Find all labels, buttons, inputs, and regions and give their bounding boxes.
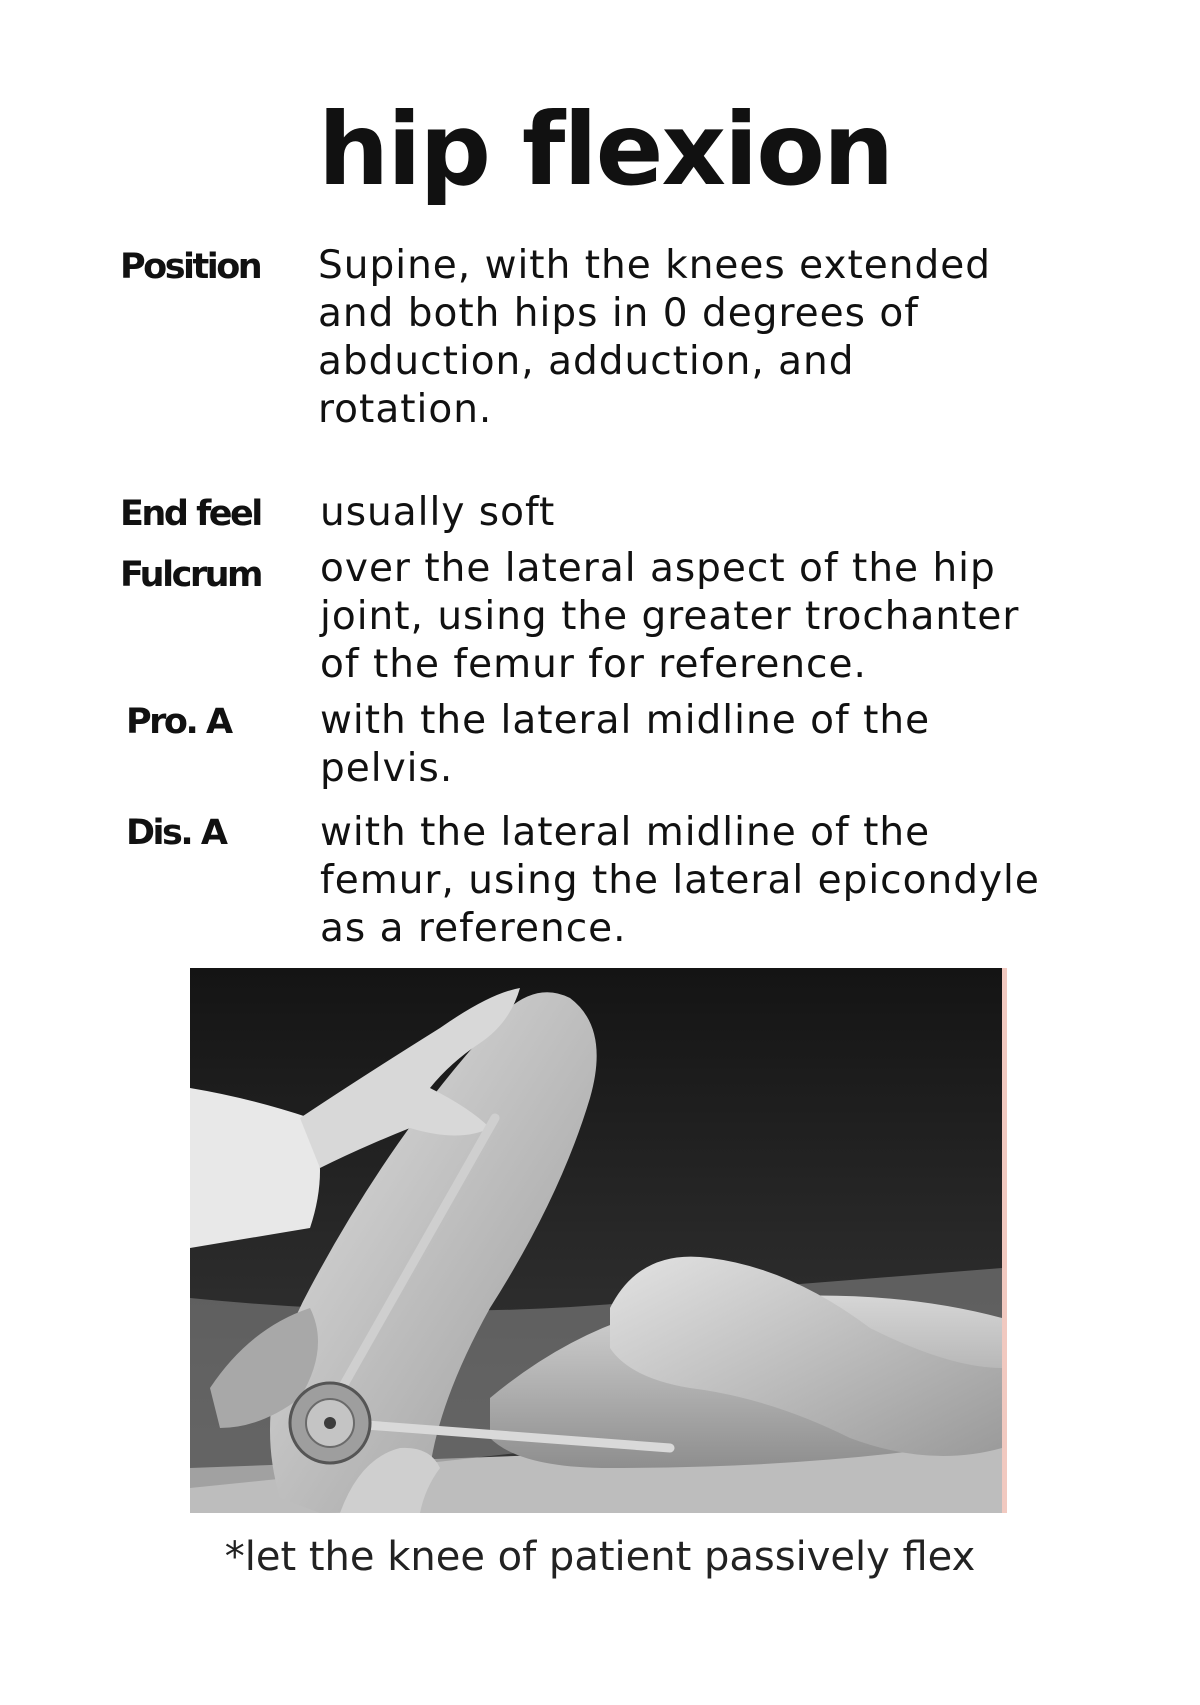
fulcrum-label: Fulcrum	[120, 555, 261, 595]
position-text: Supine, with the knees extended and both hips in 0 degrees of abduction, adduction, and rotation.	[318, 243, 992, 432]
distal-arm-label: Dis. A	[126, 813, 226, 853]
page-title: hip flexion	[318, 91, 893, 208]
hip-flexion-photo	[190, 968, 1007, 1513]
distal-arm-text: with the lateral midline of the femur, using the lateral epicondyle as a reference.	[320, 810, 1040, 951]
fulcrum-text: over the lateral aspect of the hip joint, using the greater trochanter of the femur for reference.	[320, 546, 1020, 687]
end-feel-label: End feel	[120, 494, 261, 534]
proximal-arm-label: Pro. A	[126, 702, 231, 742]
position-label: Position	[120, 247, 261, 287]
goniometer-illustration	[190, 968, 1002, 1513]
proximal-arm-text: with the lateral midline of the pelvis.	[320, 698, 931, 791]
caption: *let the knee of patient passively flex	[224, 1534, 976, 1580]
end-feel-text: usually soft	[320, 490, 556, 535]
